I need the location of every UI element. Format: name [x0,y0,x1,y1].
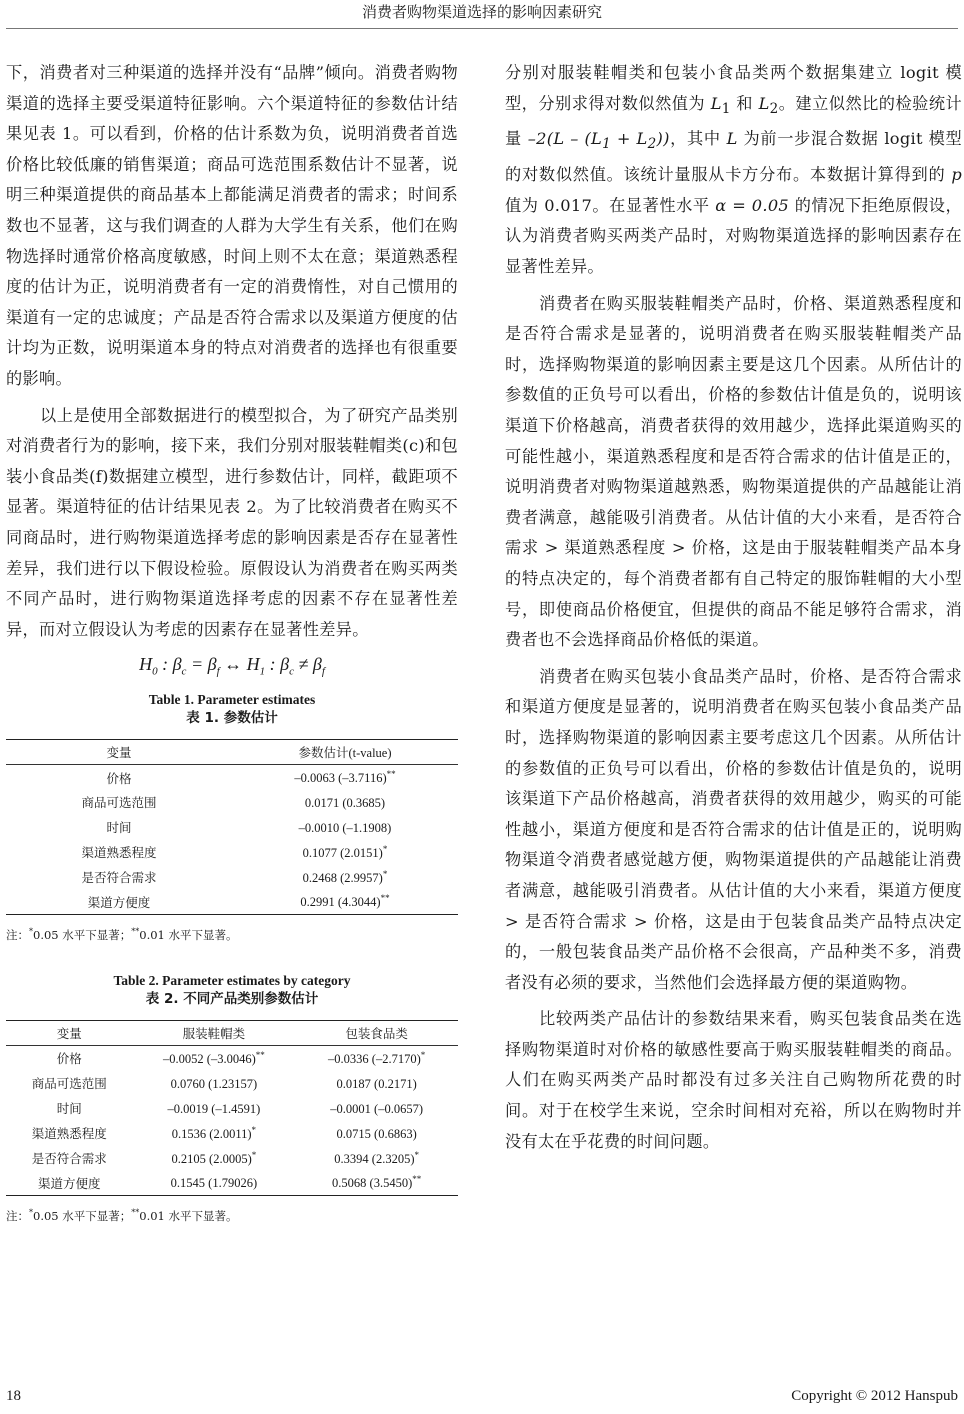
table-2 [6,1020,458,1196]
table-row [6,790,458,815]
not-equal-sign: ≠ [293,654,313,675]
table-2-header-clothing: 服装鞋帽类 [133,1021,296,1046]
table-cell-variable: 是否符合需求 [81,871,157,886]
table-cell-estimate: 0.1077 (2.0151)* [302,843,388,860]
beta-f-0: β [207,654,217,675]
table-row: 商品可选范围 0.0760 (1.23157) 0.0187 (0.2171) [31,1076,417,1092]
beta-c-1: β [280,654,290,675]
table-cell-estimate: 0.0171 (0.3685) [304,795,386,810]
right-column [505,58,962,1157]
table-row: 时间 –0.0019 (–1.4591) –0.0001 (–0.0657) [56,1101,423,1117]
table-cell-variable: 渠道方便度 [87,896,151,911]
table-row [6,765,458,790]
table-row [6,865,458,890]
table-cell-variable: 商品可选范围 [81,796,157,811]
table-row: 渠道熟悉程度 0.1536 (2.0011)* 0.0715 (0.6863) [31,1124,417,1142]
table-row [6,815,458,840]
table-cell-variable: 时间 [106,821,132,836]
left-column [6,58,458,1225]
table-row [6,890,458,915]
table-2-caption-en: Table 2. Parameter estimates by category [113,973,351,989]
table-cell-estimate: –0.0063 (–3.7116)** [294,768,396,786]
table-row: 价格 –0.0052 (–3.0046)** –0.0336 (–2.7170)* [56,1049,426,1067]
iff-arrow: ↔ [219,654,247,675]
table-row: 渠道方便度 0.1545 (1.79026) 0.5068 (3.5450)** [38,1174,422,1191]
table-1-header-row [6,740,458,765]
table-2-header-food: 包装食品类 [295,1021,458,1046]
table-cell-estimate: –0.0010 (–1.1908) [298,820,392,835]
left-paragraph-1: 下，消费者对三种渠道的选择并没有“品牌”倾向。消费者购物渠道的选择主要受渠道特征影响。六个渠道特征的参数估计结果见表 1。可以看到，价格的估计系数为负，说明消费者首选价格比较低廉的销售渠道；商品可选范围系数估计不显著，说明三种渠道提供的商品基本上都能满足消费者的需求；时间系数也不显著，这与我们调查的人群为大学生有关系，他们在购物选择时通常价格高度敏感，时间上则不太在意；渠道熟悉程度的估计为正，说明消费者有一定的消费惰性，对自己惯用的渠道有一定的忠诚度；产品是否符合需求以及渠道方便度的估计均为正数，说明渠道本身的特点对消费者的选择也有很重要的影响。 [6,63,458,388]
right-paragraph-2: 消费者在购买服装鞋帽类产品时，价格、渠道熟悉程度和是否符合需求是显著的，说明消费者在购买服装鞋帽类产品时，选择购物渠道的影响因素主要是这几个因素。从所估计的参数值的正负号可以看出，价格的参数估计值是负的，说明该渠道下价格越高，消费者获得的效用越少，选择此渠道购买的可能性越小，渠道熟悉程度和是否符合需求的估计值是正的，说明消费者对购物渠道越熟悉，购物渠道提供的产品越能让消费者满意，越能吸引消费者。从估计值的大小来看，是否符合需求 > 渠道熟悉程度 > 价格，这是由于服装鞋帽类产品本身的特点决定的，每个消费者都有自己特定的服饰鞋帽的大小型号，即使商品价格便宜，但提供的商品不能足够符合需求，消费者也不会选择商品价格低的渠道。 [505,293,962,650]
table-1-header-variable: 变量 [6,740,232,765]
table-1-block [6,691,458,944]
table-cell-variable: 渠道熟悉程度 [81,846,157,861]
table-cell-variable: 价格 [106,771,132,786]
sub-c-0: c [181,665,187,678]
copyright-notice: Copyright © 2012 Hanspub [791,1388,958,1404]
colon-0: : [157,654,173,675]
table-2-note: 注：*0.05 水平下显著；**0.01 水平下显著。 [6,1208,238,1223]
colon-1: : [265,654,281,675]
h1-symbol: H [246,654,260,675]
beta-f-1: β [312,654,322,675]
beta-c-0: β [172,654,182,675]
sub-f-1: f [321,665,325,678]
table-1-caption-en: Table 1. Parameter estimates [148,692,316,708]
table-1-caption-zh: 表 1. 参数估计 [186,710,278,727]
table-cell-estimate: 0.2468 (2.9957)* [302,868,388,885]
right-paragraph-3: 消费者在购买包装小食品类产品时，价格、是否符合需求和渠道方便度是显著的，说明消费者在购买包装小食品类产品时，选择购物渠道的影响因素主要考虑这几个因素。从所估计的参数值的正负号可以看出，价格的参数估计值是负的，说明该渠道下产品价格越高，消费者获得的效用越少，购买的可能性越小，渠道方便度和是否符合需求的估计值是正的，说明购物渠道令消费者感觉越方便，购物渠道提供的产品越能让消费者满意，越能吸引消费者。从估计值的大小来看，渠道方便度 > 是否符合需求 > 价格，这是由于包装食品类产品特点决定的，一般包装食品类产品价格不会很高，产品种类不多，消费者没有必须的要求，当然他们会选择最方便的渠道购物。 [505,666,962,992]
right-paragraph-1: 分别对服装鞋帽类和包装小食品类两个数据集建立 logit 模型，分别求得对数似然值为 $L_1$ 和 $L_2$。建立似然比的检验统计量 $-2(L - (L_1 + L_2))$，其中 L 为前一步混合数据 logit 模型的对数似然值。该统计量服从卡方分布。本数据计算得到的 p 值为 0.017。在显著性水平 α = 0.05 的情况下拒绝原假设，认为消费者购买两类产品时，对购物渠道选择的影响因素存在显著性差异。 [505,63,962,277]
h1-subscript: 1 [259,665,266,678]
h0-symbol: H [139,654,153,675]
table-cell-estimate: 0.2991 (4.3044)** [300,893,390,910]
header-rule [6,28,958,29]
hypothesis-equation [6,649,458,683]
running-header: 消费者购物渠道选择的影响因素研究 [361,3,602,21]
table-1 [6,739,458,915]
page-number: 18 [6,1388,21,1404]
table-row [6,840,458,865]
right-paragraph-4: 比较两类产品估计的参数结果来看，购买包装食品类在选择购物渠道时对价格的敏感性要高于购买服装鞋帽类的商品。人们在购买两类产品时都没有过多关注自己购物所花费的时间。对于在校学生来说，空余时间相对充裕，所以在购物时并没有太在乎花费的时间问题。 [505,1009,962,1151]
table-row: 是否符合需求 0.2105 (2.0005)* 0.3394 (2.3205)* [31,1149,419,1167]
table-2-header-row [6,1021,458,1046]
table-2-caption-zh: 表 2. 不同产品类别参数估计 [145,991,319,1008]
h0-subscript: 0 [152,665,158,678]
sub-f-0: f [216,665,220,678]
table-2-block [6,972,458,1225]
lr-statistic: $-2(L - (L_1 + L_2))$ [527,129,670,153]
left-paragraph-2: 以上是使用全部数据进行的模型拟合，为了研究产品类别对消费者行为的影响，接下来，我们分别对服装鞋帽类(c)和包装小食品类(f)数据建立模型，进行参数估计，同样，截距项不显著。渠道特征的估计结果见表 2。为了比较消费者在购买不同商品时，进行购物渠道选择考虑的影响因素是否存在显著性差异，我们进行以下假设检验。原假设认为消费者在购买两类不同产品时，进行购物渠道选择考虑的因素不存在显著性差异，而对立假设认为考虑的因素存在显著性差异。 [6,405,458,639]
sub-c-1: c [289,665,294,678]
equals-sign: = [186,654,208,675]
table-2-header-variable: 变量 [6,1021,133,1046]
table-1-note: 注：*0.05 水平下显著；**0.01 水平下显著。 [6,927,238,943]
table-1-header-estimate: 参数估计(t-value) [232,740,458,765]
